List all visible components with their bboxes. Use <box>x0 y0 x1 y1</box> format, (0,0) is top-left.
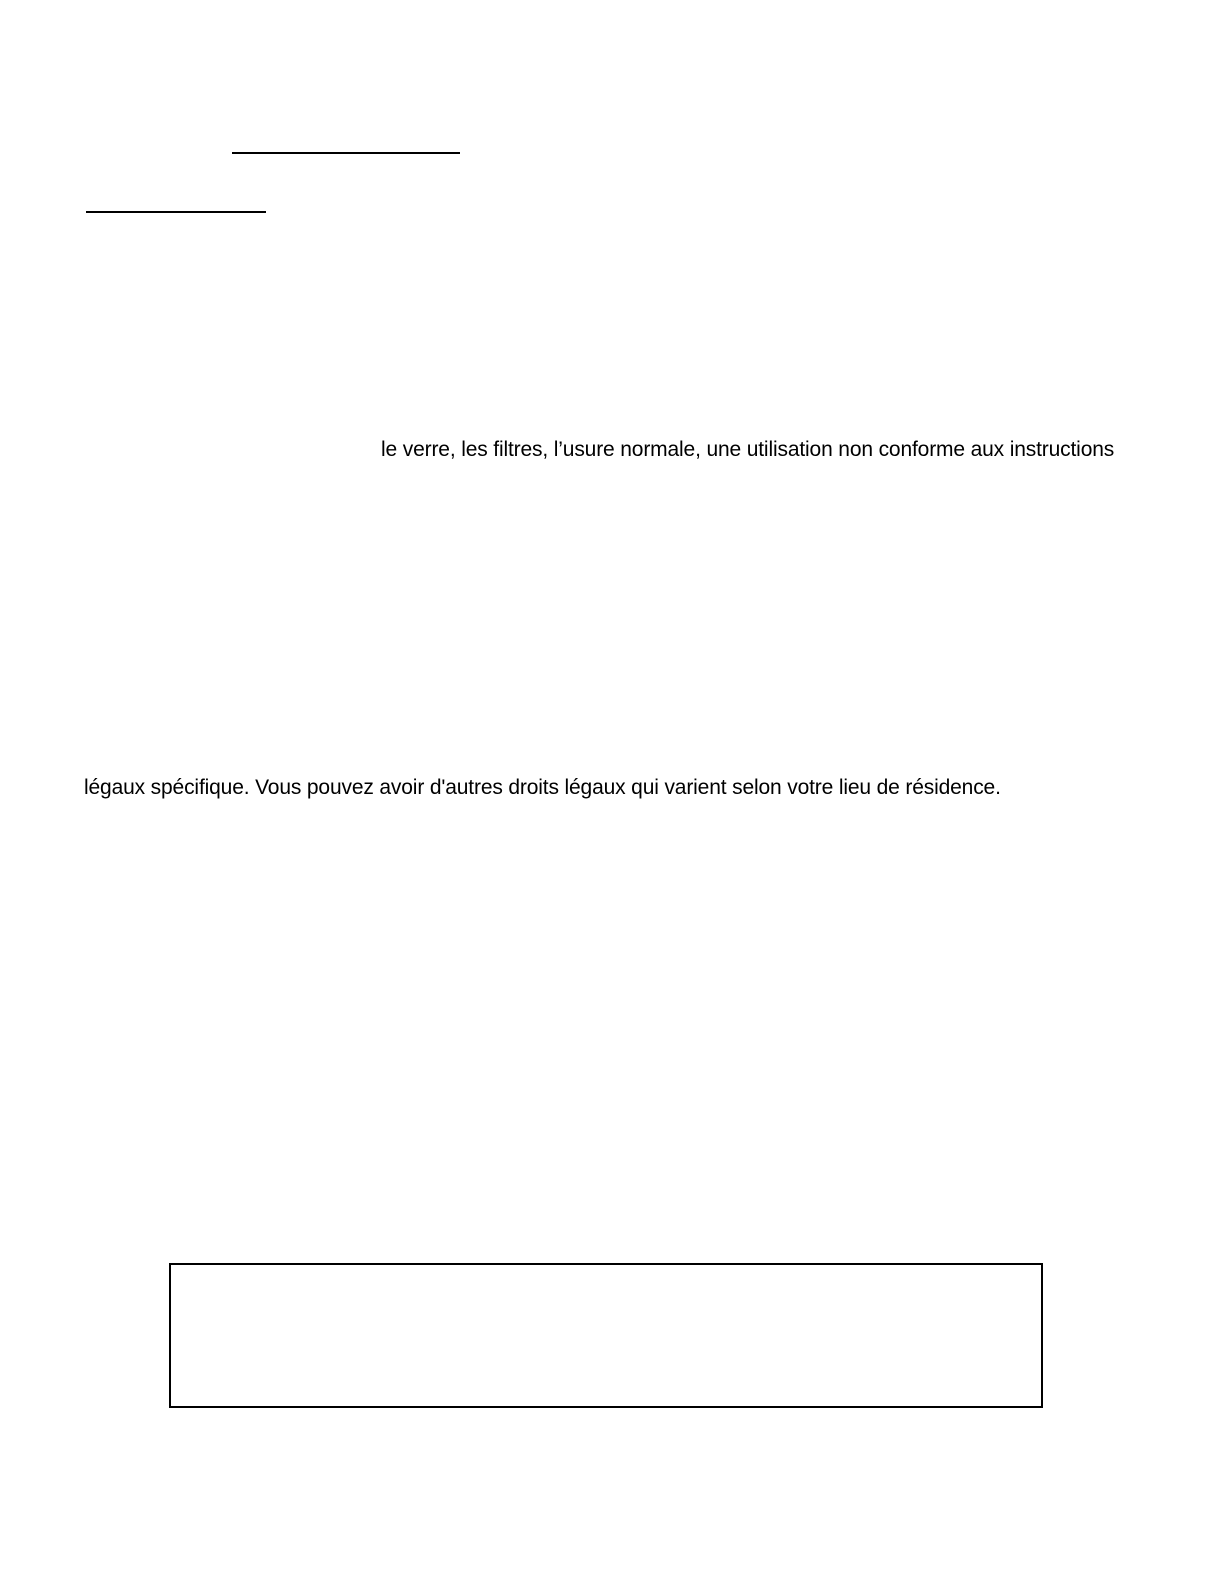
left-underline-rule <box>86 211 266 213</box>
empty-notice-box <box>169 1263 1043 1408</box>
warranty-text-line-2: légaux spécifique. Vous pouvez avoir d'autres droits légaux qui varient selon votre lieu de résidence. <box>84 776 1001 799</box>
warranty-text-line-1: le verre, les filtres, l’usure normale, une utilisation non conforme aux instructions <box>381 438 1115 461</box>
top-underline-rule <box>232 152 460 154</box>
